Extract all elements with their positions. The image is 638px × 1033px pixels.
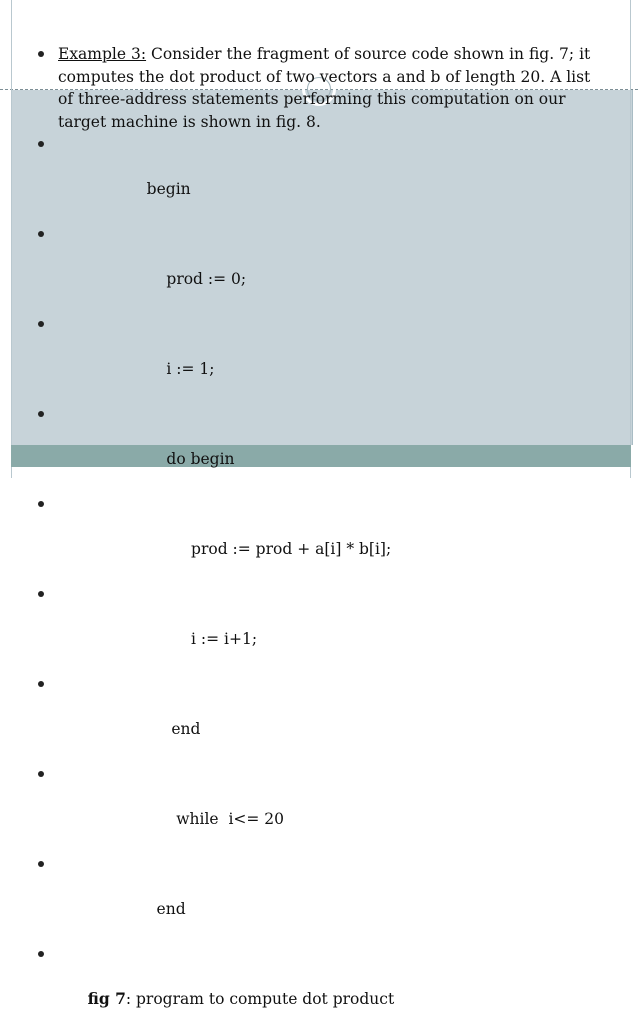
bullet-icon xyxy=(38,321,44,327)
intro-text: Consider the fragment of source code shown in fig. 7; it computes the dot product of two vectors a and b of length 20. A list of three-address statements performing this computation on our target machine is shown in fig. 8. xyxy=(58,45,591,131)
code-text: begin xyxy=(87,180,191,198)
bullet-icon xyxy=(38,501,44,507)
code-line xyxy=(38,493,598,583)
bullet-icon xyxy=(38,141,44,147)
code-line xyxy=(38,133,598,223)
left-border xyxy=(11,0,12,478)
code-line xyxy=(38,403,598,493)
slide-content xyxy=(38,43,598,1033)
code-text: prod := prod + a[i] * b[i]; xyxy=(87,540,392,558)
bullet-icon xyxy=(38,591,44,597)
code-line xyxy=(38,583,598,673)
bullet-icon xyxy=(38,411,44,417)
figure-label: fig 7 xyxy=(87,989,126,1008)
code-line xyxy=(38,223,598,313)
figure-caption xyxy=(38,943,598,1033)
bullet-icon xyxy=(38,951,44,957)
code-text: end xyxy=(87,720,201,738)
code-text: i := i+1; xyxy=(87,630,258,648)
code-text: while i<= 20 xyxy=(87,810,285,828)
bullet-icon xyxy=(38,771,44,777)
code-line xyxy=(38,853,598,943)
code-text: end xyxy=(87,900,186,918)
bullet-icon xyxy=(38,231,44,237)
code-text: i := 1; xyxy=(87,360,215,378)
bullet-icon xyxy=(38,51,44,57)
caption-text: : program to compute dot product xyxy=(125,990,395,1008)
right-border xyxy=(630,0,631,478)
intro-paragraph xyxy=(38,43,598,133)
bullet-icon xyxy=(38,861,44,867)
code-text: prod := 0; xyxy=(87,270,247,288)
bullet-icon xyxy=(38,681,44,687)
code-line xyxy=(38,673,598,763)
code-line xyxy=(38,763,598,853)
code-line xyxy=(38,313,598,403)
code-text: do begin xyxy=(87,450,235,468)
example-label: Example 3: xyxy=(58,45,147,63)
